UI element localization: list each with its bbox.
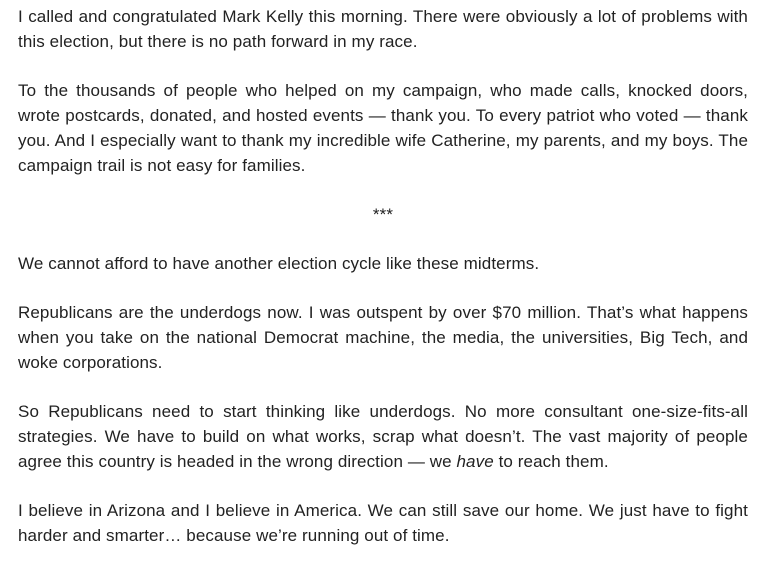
paragraph-underdogs: Republicans are the underdogs now. I was outspent by over $70 million. That’s what happens when you take on the national Democrat machine, the media, the universities, Big Tech, and woke corporations. xyxy=(18,303,748,372)
paragraph-strategy xyxy=(18,399,748,474)
section-separator: *** xyxy=(372,205,394,224)
strategy-text-start: So Republicans need to start thinking like underdogs. No more consultant one-size-fits-all strategies. We have to build on what works, scrap what doesn’t. The vast majority of people agree this country is headed in the wrong direction — we xyxy=(18,402,748,471)
paragraph-concession: I called and congratulated Mark Kelly this morning. There were obviously a lot of problems with this election, but there is no path forward in my race. xyxy=(18,7,748,51)
paragraph-thanks: To the thousands of people who helped on my campaign, who made calls, knocked doors, wrote postcards, donated, and hosted events — thank you. To every patriot who voted — thank you. And I especially want to thank my incredible wife Catherine, my parents, and my boys. The campaign trail is not easy for families. xyxy=(18,81,748,175)
emphasis-have: have xyxy=(456,452,494,471)
paragraph-midterms: We cannot afford to have another election cycle like these midterms. xyxy=(18,254,540,273)
paragraph-closing: I believe in Arizona and I believe in America. We can still save our home. We just have to fight harder and smarter… because we’re running out of time. xyxy=(18,501,748,545)
strategy-text-end: to reach them. xyxy=(493,452,609,471)
